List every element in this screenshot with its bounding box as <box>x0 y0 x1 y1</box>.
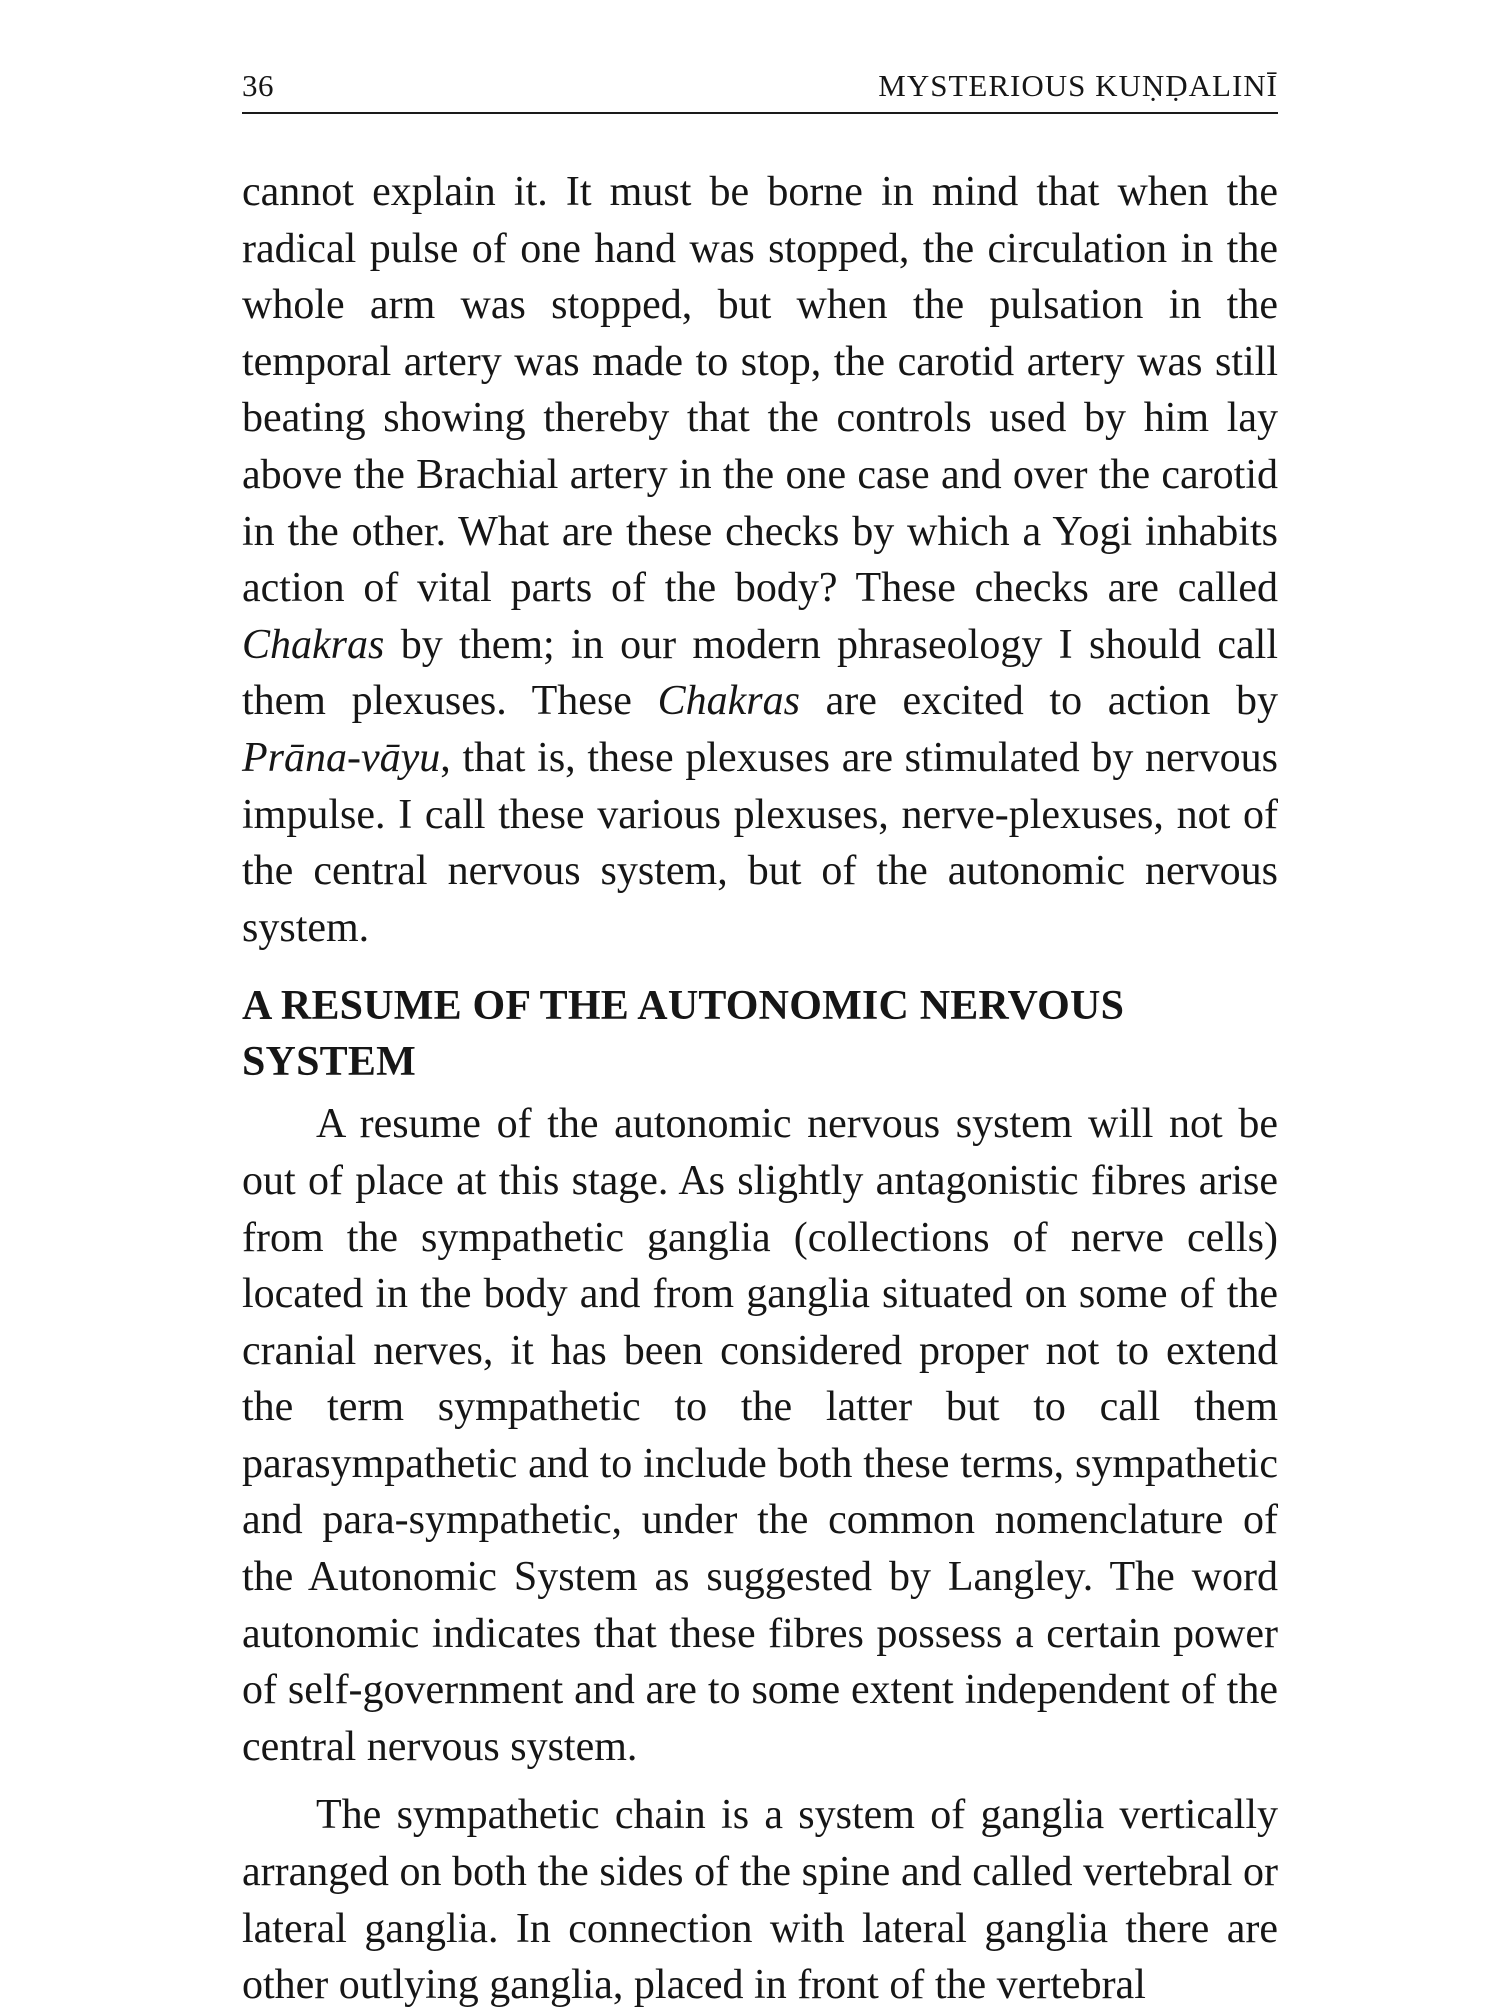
body-text <box>242 164 1278 2014</box>
book-page <box>242 66 1278 2014</box>
page-number: 36 <box>242 68 274 103</box>
section-heading: A RESUME OF THE AUTONOMIC NERVOUS SYSTEM <box>242 983 1125 1086</box>
paragraph-gap <box>242 1775 1278 1787</box>
paragraph-sympathetic-chain: The sympathetic chain is a system of ganglia vertically arranged on both the sides of the spine and called vertebral or lateral ganglia. In connection with lateral ganglia there are other outlying ganglia, placed in front of the vertebral <box>242 1792 1278 2009</box>
paragraph-continued: cannot explain it. It must be borne in mind that when the radical pulse of one hand was stopped, the circulation in the whole arm was stopped, but when the pulsation in the temporal artery was made to stop, the carotid artery was still beating showing thereby that the controls used by him lay above the Brachial artery in the one case and over the carotid in the other. What are these checks by which a Yogi inhabits action of vital parts of the body? These checks are called Chakras by them; in our modern phraseology I should call them plexuses. These Chakras are excited to action by Prāna-vāyu, that is, these plexuses are stimulated by nervous impulse. I call these various plexuses, nerve-plexuses, not of the central nervous system, but of the autonomic nervous system. <box>242 169 1278 951</box>
running-header <box>242 66 1278 114</box>
book-title: MYSTERIOUS KUṆḌALINĪ <box>878 68 1278 103</box>
paragraph-resume: A resume of the autonomic nervous system will not be out of place at this stage. As slightly antagonistic fibres arise from the sympathetic ganglia (collections of nerve cells) located in the body and from ganglia situated on some of the cranial nerves, it has been considered proper not to extend the term sympathetic to the latter but to call them parasympathetic and to include both these terms, sympathetic and para-sympathetic, under the common nomenclature of the Autonomic System as suggested by Langley. The word autonomic indicates that these fibres possess a certain power of self-government and are to some extent independent of the central nervous system. <box>242 1101 1278 1770</box>
